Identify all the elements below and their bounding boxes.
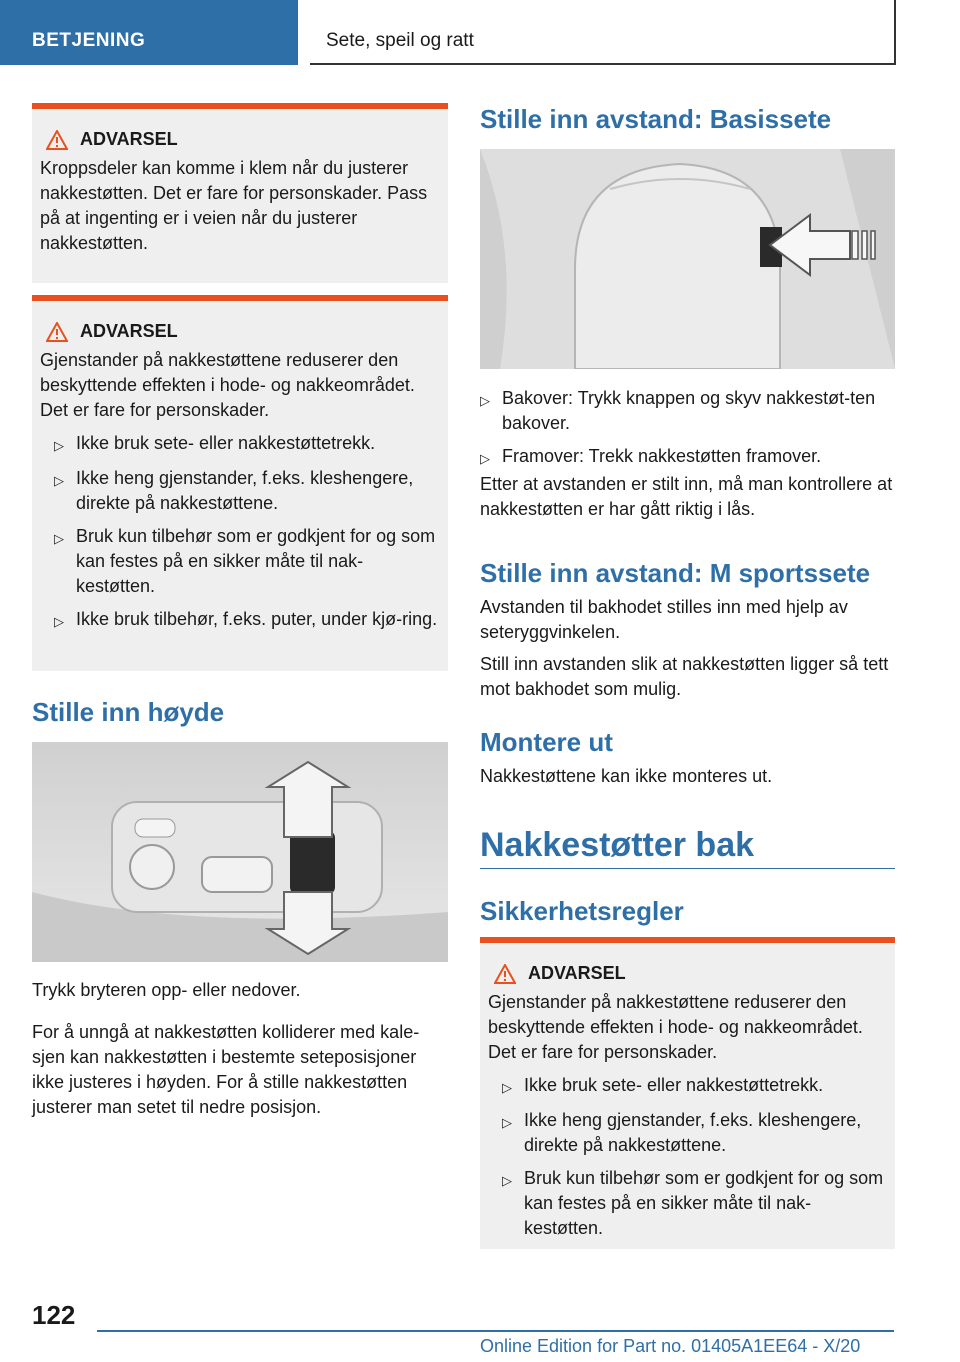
list-item: ▷ Bruk kun tilbehør som er godkjent for og som kan festes på en sikker måte til nak-kestøtten. <box>488 1166 887 1241</box>
warning-box-2 <box>32 295 448 671</box>
list-item: ▷ Ikke heng gjenstander, f.eks. kleshengere, direkte på nakkestøttene. <box>488 1108 887 1158</box>
list-item: ▷ Ikke bruk sete- eller nakkestøttetrekk. <box>488 1073 887 1100</box>
chapter-header <box>310 0 896 65</box>
chapter-title: Sete, speil og ratt <box>326 30 474 51</box>
warning-triangle-icon <box>46 130 68 150</box>
msport-paragraph-1: Avstanden til bakhodet stilles inn med hjelp av seteryggvinkelen. <box>480 597 848 642</box>
heading-divider <box>480 868 895 869</box>
page-number: 122 <box>32 1300 76 1330</box>
triangle-bullet-icon: ▷ <box>502 1115 512 1130</box>
list-item: ▷ Ikke bruk sete- eller nakkestøttetrekk. <box>40 431 440 458</box>
section-label: BETJENING <box>32 30 146 51</box>
section-heading-basis: Stille inn avstand: Basissete <box>480 104 832 134</box>
warning-text: Gjenstander på nakkestøttene reduserer den beskyttende effekten i hode- og nakkeområdet. Det er fare for personskader. <box>488 992 863 1062</box>
warning-triangle-icon <box>494 964 516 984</box>
remove-paragraph: Nakkestøttene kan ikke monteres ut. <box>480 766 773 786</box>
basis-list <box>466 378 896 471</box>
list-item: ▷ Framover: Trekk nakkestøtten framover. <box>466 444 896 471</box>
triangle-bullet-icon: ▷ <box>54 531 64 546</box>
warning-title: ADVARSEL <box>46 321 440 342</box>
headrest-illustration <box>480 149 895 369</box>
triangle-bullet-icon: ▷ <box>480 393 490 408</box>
section-heading-safety: Sikkerhetsregler <box>480 896 684 926</box>
warning-text: Kroppsdeler kan komme i klem når du justerer nakkestøtten. Det er fare for personskader. Pass på at ingenting er i veien når du justerer nakkestøtten. <box>40 158 428 253</box>
warning-box-1 <box>32 103 448 283</box>
height-paragraph-1: Trykk bryteren opp- eller nedover. <box>32 980 301 1000</box>
warning-text: Gjenstander på nakkestøttene reduserer den beskyttende effekten i hode- og nakkeområdet. Det er fare for personskader. <box>40 350 415 420</box>
footer-divider <box>97 1330 894 1332</box>
height-paragraph-2: For å unngå at nakkestøtten kolliderer med kale-sjen kan nakkestøtten i bestemte seteposisjoner ikke justeres i høyden. For å stille nakkestøtten justerer man setet til nedre posisjon. <box>32 1022 420 1117</box>
triangle-bullet-icon: ▷ <box>502 1173 512 1188</box>
footer-edition: Online Edition for Part no. 01405A1EE64 - X/20 <box>480 1336 861 1356</box>
triangle-bullet-icon: ▷ <box>54 614 64 629</box>
warning-box-3 <box>480 937 895 1249</box>
section-heading-height: Stille inn høyde <box>32 697 225 727</box>
warning-title: ADVARSEL <box>494 963 887 984</box>
msport-paragraph-2: Still inn avstanden slik at nakkestøtten ligger så tett mot bakhodet som mulig. <box>480 654 889 699</box>
section-heading-msport: Stille inn avstand: M sportssete <box>480 558 871 588</box>
section-tab <box>0 0 298 65</box>
list-item: ▷ Bruk kun tilbehør som er godkjent for og som kan festes på en sikker måte til nak-kestøtten. <box>40 524 440 599</box>
triangle-bullet-icon: ▷ <box>54 438 64 453</box>
warning-triangle-icon <box>46 322 68 342</box>
triangle-bullet-icon: ▷ <box>54 473 64 488</box>
list-item: ▷ Bakover: Trykk knappen og skyv nakkestøt-ten bakover. <box>466 386 896 436</box>
basis-paragraph: Etter at avstanden er stilt inn, må man kontrollere at nakkestøtten er har gått riktig i lås. <box>480 474 893 519</box>
list-item: ▷ Ikke heng gjenstander, f.eks. kleshengere, direkte på nakkestøttene. <box>40 466 440 516</box>
chapter-heading-rear: Nakkestøtter bak <box>480 826 755 864</box>
section-heading-remove: Montere ut <box>480 727 613 757</box>
list-item: ▷ Ikke bruk tilbehør, f.eks. puter, under kjø-ring. <box>40 607 440 634</box>
warning-title: ADVARSEL <box>46 129 440 150</box>
seat-switch-illustration <box>32 742 448 962</box>
triangle-bullet-icon: ▷ <box>480 451 490 466</box>
triangle-bullet-icon: ▷ <box>502 1080 512 1095</box>
